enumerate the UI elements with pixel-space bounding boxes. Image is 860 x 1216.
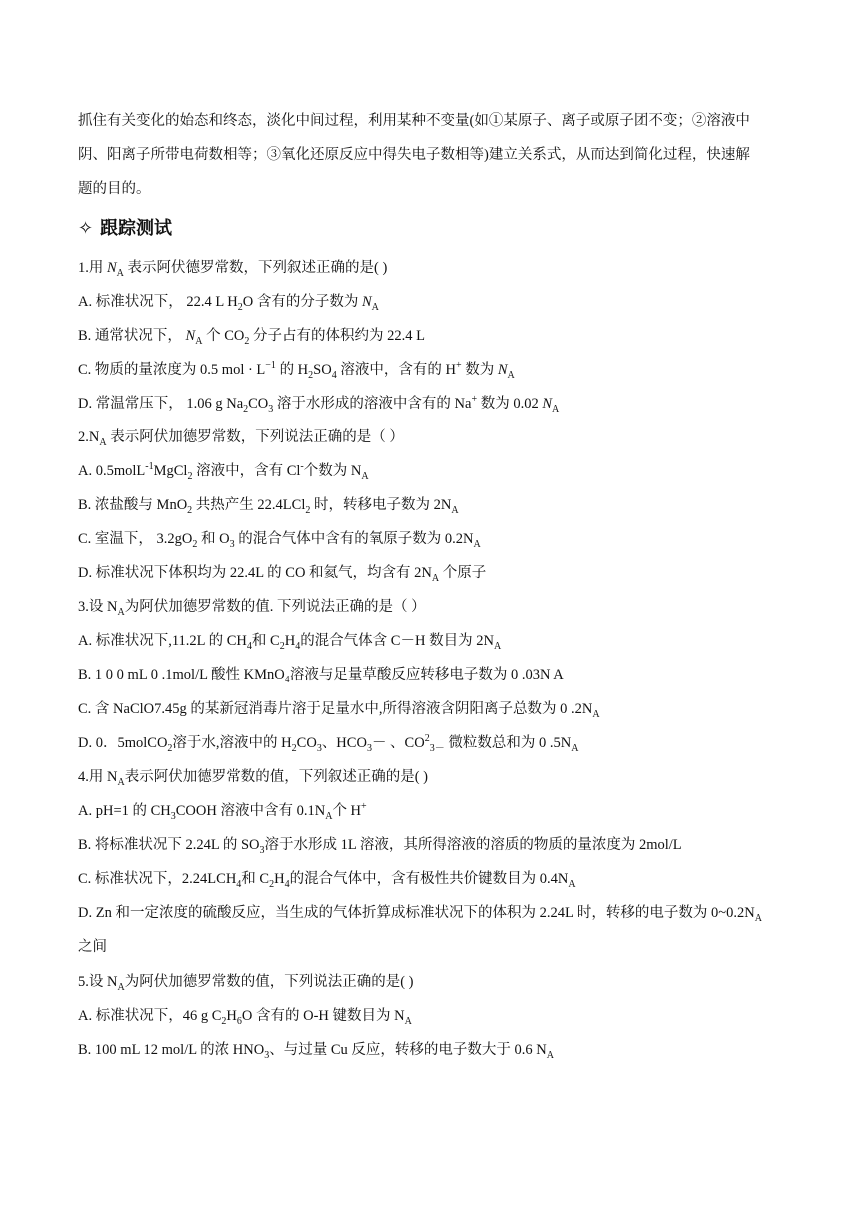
question-4-option-b: B. 将标准状况下 2.24L 的 $SO_3$溶于水形成 1L 溶液，其所得溶液的溶质的物质的量浓度为 2mol/L [78,837,682,856]
question-1-option-d: D. 常温常压下， 1.06 g $Na_2CO_3$ 溶于水形成的溶液中含有的 Na+ 数为 0.02 $N_A$ [78,394,560,415]
question-2-option-b: B. 浓盐酸与 MnO$_2$ 共热产生 22.4LCl$_2$ 时，转移电子数为 $2N_A$ [78,497,459,516]
question-4-option-a: A. pH=1 的 $CH_3COOH$ 溶液中含有 $0.1N_A$个 H+ [78,801,367,822]
section-title-text: 跟踪测试 [100,218,172,239]
question-3-stem: 3.设 $N_A$为阿伏加德罗常数的值. 下列说法正确的是（ ） [78,599,426,618]
question-3-option-a: A. 标准状况下,11.2L 的 $CH_4$和 $C_2H_4$的混合气体含 C－H 数目为 $2N_A$ [78,633,502,652]
question-4-option-d: D. Zn 和一定浓度的硫酸反应，当生成的气体折算成标准状况下的体积为 2.24L 时，转移的电子数为 $0\sim 0.2N_A$ [78,905,762,924]
diamond-star-icon: ✧ [78,218,94,239]
question-2-option-a: A. 0.5molL$^{-1}$MgCl$_2$ 溶液中，含有 Cl-个数为 $N_A$ [78,461,369,482]
question-3-option-d: D. 0．5molCO$_2$溶于水,溶液中的 $H_2CO_3$、$HCO_3-$ 、$CO^2_{3-}$ 微粒数总和为 0 $.5N_A$ [78,733,579,754]
question-4-option-d-cont: 之间 [78,939,107,955]
question-3-option-b: B. 1 0 0 mL 0 .1mol/L 酸性 KMnO₄溶液与足量草酸反应转移电子数为 0 .03N A [78,667,564,683]
question-5-stem: 5.设 $N_A$为阿伏加德罗常数的值，下列说法正确的是( ) [78,974,414,993]
question-2-stem: $2.N_A$ 表示阿伏加德罗常数，下列说法正确的是（ ） [78,429,404,448]
question-4-option-c: C. 标准状况下，$2.24LCH_4$和 $C_2H_4$的混合气体中，含有极性共价键数目为 $0.4N_A$ [78,871,576,890]
question-5-option-a: A. 标准状况下，46 g $C_2H_6O$ 含有的 O-H 键数目为 $N_A$ [78,1008,412,1027]
intro-line-1: 抓住有关变化的始态和终态，淡化中间过程，利用某种不变量(如①某原子、离子或原子团不变；②溶液中 [78,113,750,129]
question-1-stem: 1.用 $N_A$ 表示阿伏德罗常数，下列叙述正确的是( ) [78,260,388,279]
question-2-option-c: C. 室温下， $3.2gO_2$ 和 $O_3$ 的混合气体中含有的氧原子数为 $0.2N_A$ [78,531,481,550]
question-2-option-d: D. 标准状况下体积均为 22.4L 的 CO 和氦气，均含有 $2N_A$ 个原子 [78,565,487,584]
question-4-stem: 4.用 $N_A$表示阿伏加德罗常数的值，下列叙述正确的是( ) [78,769,428,788]
intro-line-2: 阴、阳离子所带电荷数相等；③氧化还原反应中得失电子数相等)建立关系式，从而达到简化过程，快速解 [78,147,750,163]
question-1-option-b: B. 通常状况下， $N_A$ 个 $CO_2$ 分子占有的体积约为 22.4 L [78,328,425,347]
question-1-option-a: A. 标准状况下， 22.4 L $H_2O$ 含有的分子数为 $N_A$ [78,294,379,313]
question-5-option-b: B. 100 mL 12 mol/L 的浓 $HNO_3$、与过量 Cu 反应，转移的电子数大于 0.6 $N_A$ [78,1042,554,1061]
question-3-option-c: C. 含 NaClO7.45g 的某新冠消毒片溶于足量水中,所得溶液含阴阳离子总数为 0 $.2N_A$ [78,701,600,720]
section-heading [78,217,172,241]
question-1-option-c: C. 物质的量浓度为 0.5 mol · $L^{-1}$ 的 $H_2SO_4$ 溶液中，含有的 H+ 数为 $N_A$ [78,360,515,381]
intro-line-3: 题的目的。 [78,181,151,197]
